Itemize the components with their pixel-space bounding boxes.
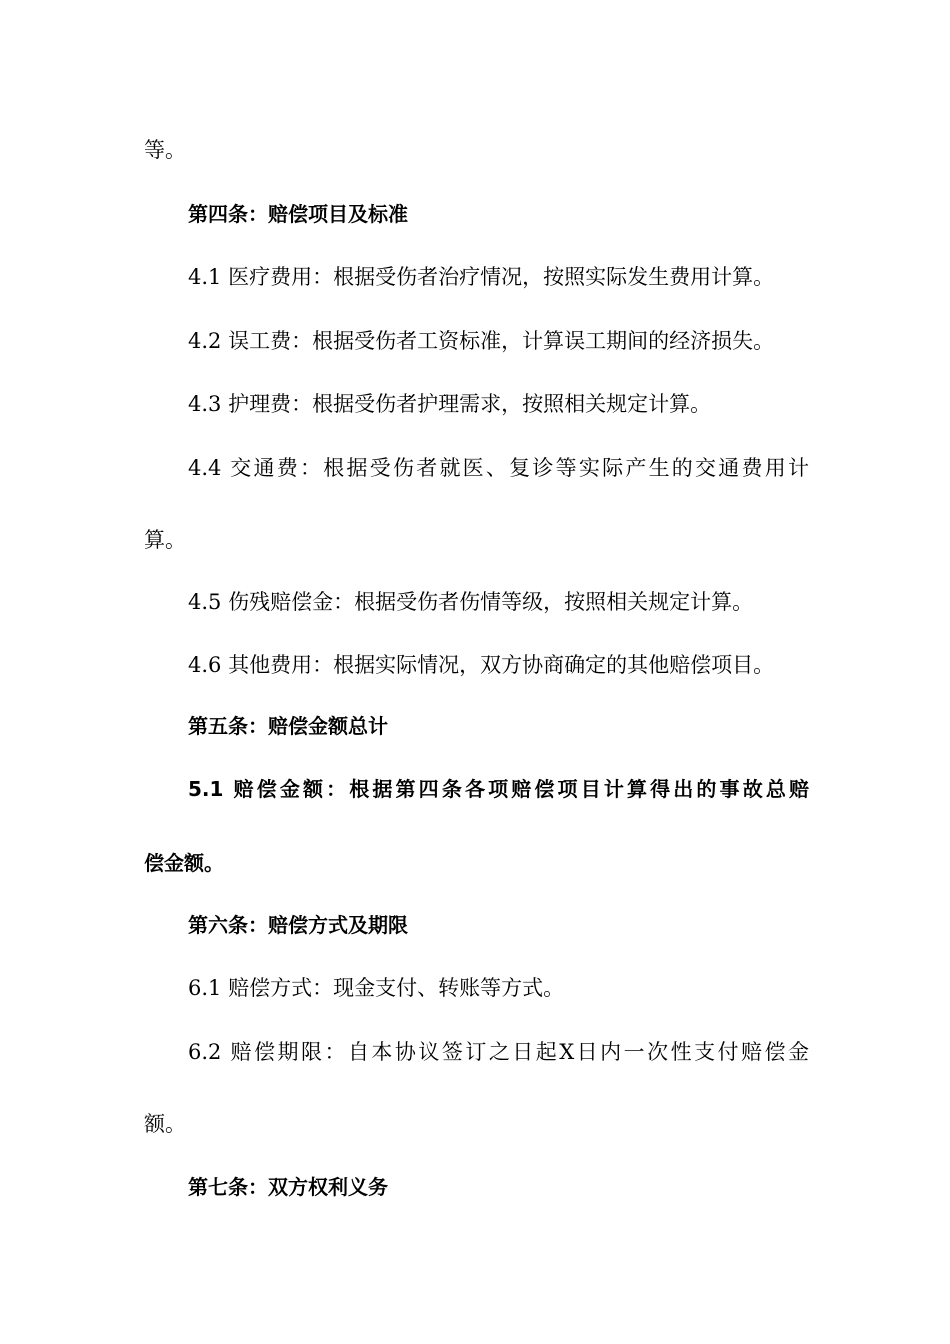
article-7-heading: 第七条：双方权利义务: [188, 1175, 388, 1199]
clause-5-1: 5.1 赔偿金额：根据第四条各项赔偿项目计算得出的事故总赔: [188, 777, 809, 801]
clause-4-5: 4.5 伤残赔偿金：根据受伤者伤情等级，按照相关规定计算。: [188, 590, 754, 614]
clause-4-3: 4.3 护理费：根据受伤者护理需求，按照相关规定计算。: [188, 392, 712, 416]
clause-6-2-continuation: 额。: [144, 1112, 186, 1136]
clause-4-2: 4.2 误工费：根据受伤者工资标准，计算误工期间的经济损失。: [188, 329, 775, 353]
clause-4-4-continuation: 算。: [144, 528, 186, 552]
text-line-continuation: 等。: [144, 138, 186, 162]
clause-4-1: 4.1 医疗费用：根据受伤者治疗情况，按照实际发生费用计算。: [188, 265, 775, 289]
clause-4-6: 4.6 其他费用：根据实际情况，双方协商确定的其他赔偿项目。: [188, 653, 775, 677]
article-4-heading: 第四条：赔偿项目及标准: [188, 202, 408, 226]
clause-4-4: 4.4 交通费：根据受伤者就医、复诊等实际产生的交通费用计: [188, 456, 809, 480]
article-5-heading: 第五条：赔偿金额总计: [188, 714, 388, 738]
article-6-heading: 第六条：赔偿方式及期限: [188, 913, 408, 937]
clause-5-1-continuation: 偿金额。: [144, 851, 224, 875]
clause-6-2: 6.2 赔偿期限：自本协议签订之日起X日内一次性支付赔偿金: [188, 1040, 809, 1064]
clause-6-1: 6.1 赔偿方式：现金支付、转账等方式。: [188, 976, 565, 1000]
